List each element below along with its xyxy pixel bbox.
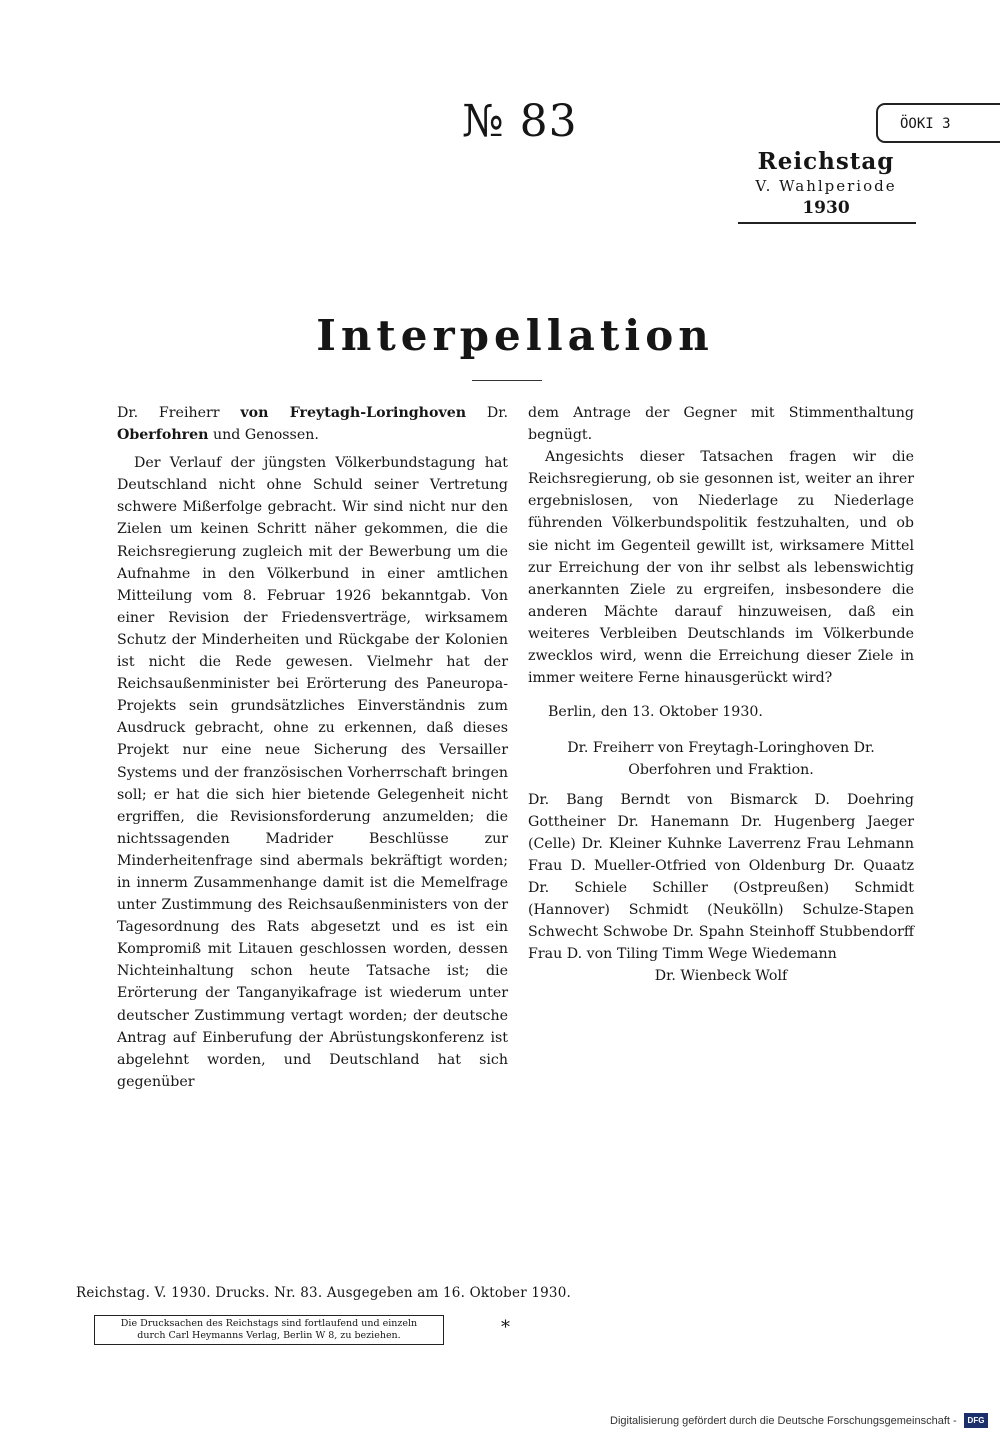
left-column <box>117 402 508 1093</box>
interpellant-name-1: von Freytagh-Loringhoven <box>240 405 467 421</box>
footer-publisher-box <box>94 1315 444 1345</box>
footer-box-line-2: durch Carl Heymanns Verlag, Berlin W 8, zu beziehen. <box>137 1330 401 1341</box>
asterisk-mark: * <box>501 1317 510 1338</box>
header-rule <box>738 222 916 224</box>
cosigners-list: Dr. Bang Berndt von Bismarck D. Doehring Gottheiner Dr. Hanemann Dr. Hugenberg Jaeger (Celle) Dr. Kleiner Kuhnke Laverrenz Frau Lehmann Frau D. Mueller-Otfried von Oldenburg Dr. Quaatz Dr. Schiele Schiller (Ostpreußen) Schmidt (Hannover) Schmidt (Neukölln) Schulze-Stapen Schwecht Schwobe Dr. Spahn Steinhoff Stubbendorff Frau D. von Tiling Timm Wege Wiedemann <box>528 791 914 963</box>
cosigners-last-line: Dr. Wienbeck Wolf <box>654 968 788 985</box>
question-paragraph: Angesichts dieser Tatsachen fragen wir die Reichsregierung, ob sie gesonnen ist, weiter an ihrer ergebnislosen, von Niederlage zu Niederlage führenden Völkerbundspolitik festzuhalten, und ob sie nicht im Gegenteil gewillt ist, wirksamere Mittel zur Erreichung der von ihr selbst als lebenswichtig anerkannten Ziele zu ergreifen, insbesondere die anderen Mächte darauf hinzuweisen, daß ein weiteres Verbleiben Deutschlands im Völkerbunde zwecklos wird, wenn die Erreichung dieser Ziele in immer weitere Ferne hinausgerückt wird? <box>528 449 914 687</box>
digitization-credit: Digitalisierung gefördert durch die Deutsche Forschungsgemeinschaft - <box>610 1415 957 1427</box>
parliament-name: Reichstag <box>757 148 895 175</box>
signers-line: Dr. Freiherr von Freytagh-Loringhoven Dr. Oberfohren und Fraktion. <box>567 740 875 779</box>
footer-publication-line: Reichstag. V. 1930. Drucks. Nr. 83. Ausgegeben am 16. Oktober 1930. <box>76 1285 571 1301</box>
parliament-year: 1930 <box>802 198 850 218</box>
page-title: Interpellation <box>316 311 714 360</box>
continuation-text: dem Antrage der Gegner mit Stimmenthaltung begnügt. <box>528 405 914 444</box>
right-column <box>528 402 914 987</box>
date-line: Berlin, den 13. Oktober 1930. <box>548 704 763 721</box>
intro-prefix: Dr. Freiherr <box>117 405 220 421</box>
footer-box-line-1: Die Drucksachen des Reichstags sind fortlaufend und einzeln <box>120 1318 418 1329</box>
archive-stamp: ÖOKI 3 <box>876 103 1000 143</box>
intro-mid: Dr. <box>486 405 508 421</box>
document-number: № 83 <box>462 96 578 147</box>
interpellant-name-2: Oberfohren <box>117 427 209 444</box>
interpellants-line <box>117 402 508 446</box>
title-divider <box>472 380 542 381</box>
parliament-period: V. Wahlperiode <box>755 177 897 195</box>
parliament-block <box>740 148 912 220</box>
dfg-logo: DFG <box>964 1413 988 1428</box>
body-paragraph: Der Verlauf der jüngsten Völkerbundstagung hat Deutschland nicht ohne Schuld seiner Vertretung schwere Mißerfolge gebracht. Wir sind nicht nur den Zielen um keinen Schritt näher gekommen, die die Reichsregierung zugleich mit der Bewerbung um die Aufnahme in den Völkerbund in einer amtlichen Mitteilung vom 8. Februar 1926 bekanntgab. Von einer Revision der Friedensverträge, wirksamem Schutz der Minderheiten und Rückgabe der Kolonien ist nicht die Rede gewesen. Vielmehr hat der Reichsaußenminister bei Erörterung des Paneuropa-Projekts sein grundsätzliches Einverständnis zum Ausdruck gebracht, ohne zu erkennen, daß dieses Projekt nur eine neue Sicherung des Versailler Systems und der französischen Vorherrschaft bringen soll; er hat die sich hier bietende Gelegenheit nicht ergriffen, die Revisionsforderung anzumelden; die nichtssagenden Madrider Beschlüsse zur Minderheitenfrage sind abermals bekräftigt worden; in innerm Zusammenhange damit ist die Memelfrage unter Zustimmung des Reichsaußenministers von der Tagesordnung des Rats abgesetzt und es ist ein Kompromiß mit Litauen geschlossen worden, dessen Nichteinhaltung schon heute Tatsache ist; die Erörterung der Tanganyikafrage ist wiederum unter deutscher Zustimmung vertagt worden; der deutsche Antrag auf Einberufung der Abrüstungskonferenz ist abgelehnt worden, und Deutschland hat sich gegenüber <box>117 455 508 1090</box>
intro-suffix: und Genossen. <box>213 427 319 444</box>
